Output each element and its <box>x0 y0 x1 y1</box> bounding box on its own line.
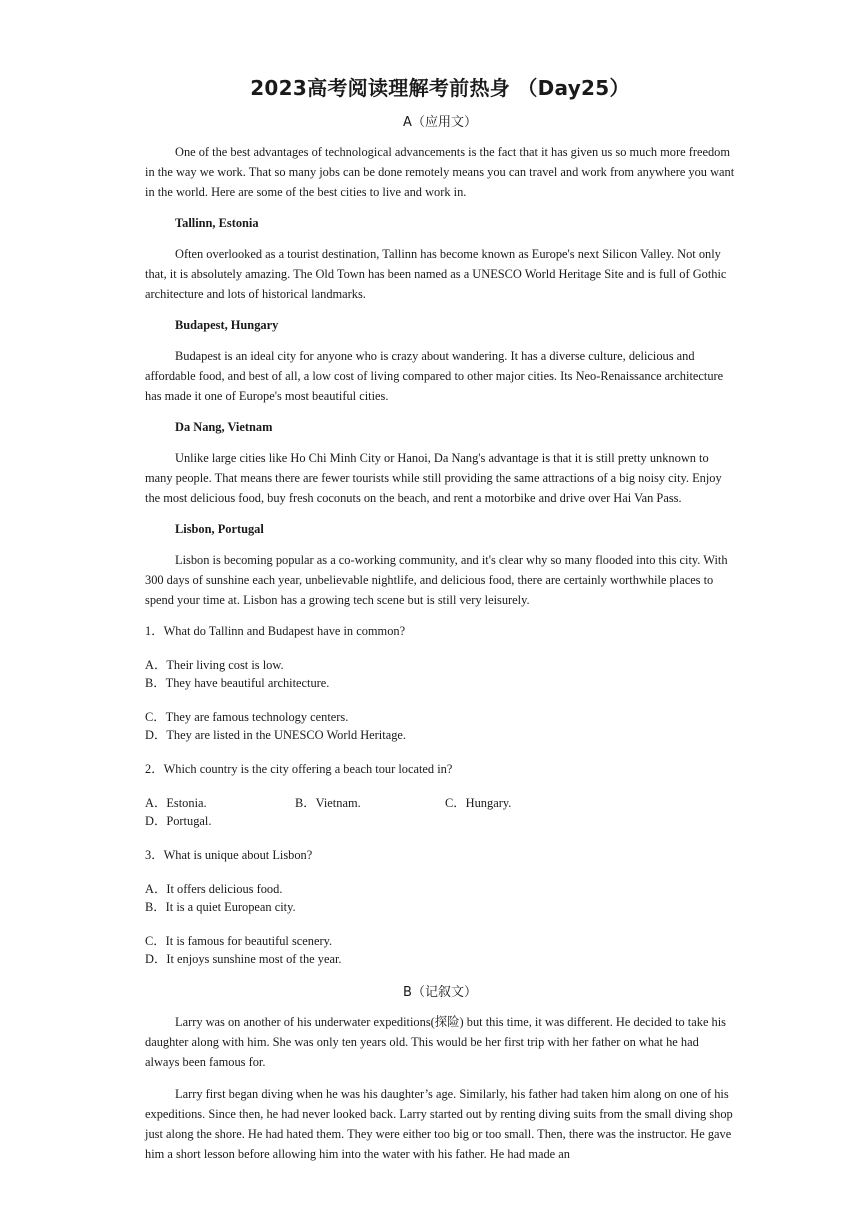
question-3-option-a: A．It offers delicious food. <box>145 882 283 896</box>
city-heading-tallinn: Tallinn, Estonia <box>175 216 259 230</box>
option-row-gap <box>145 692 735 708</box>
question-3-option-c: C．It is famous for beautiful scenery. <box>145 934 333 948</box>
city-heading-budapest: Budapest, Hungary <box>175 318 279 332</box>
question-1-options <box>145 656 735 744</box>
city-text-budapest: Budapest is an ideal city for anyone who is crazy about wandering. It has a diverse culture, delicious and affordable food, and best of all, a low cost of living compared to other major cities. Its Neo-Renaissance architecture has made it one of Europe's most beautiful cities. <box>145 349 724 403</box>
section-b <box>145 984 735 1164</box>
section-b-paragraph-1: Larry was on another of his underwater expeditions(探险) but this time, it was different. He decided to take his daughter along with him. She was only ten years old. This would be her first trip with her father on what he had always been famous for. <box>145 1015 727 1069</box>
question-2-options <box>145 794 735 830</box>
question-1-option-c: C．They are famous technology centers. <box>145 710 349 724</box>
section-b-paragraph-2: Larry first began diving when he was his daughter’s age. Similarly, his father had taken him along on one of his expeditions. Since then, he had never looked back. Larry started out by renting diving suits from the small diving shop just along the shore. He had hated them. They were either too big or too small. Then, there was the instructor. He gave him a short lesson before allowing him into the water with his father. He had made an <box>145 1087 733 1161</box>
question-2-stem: 2．Which country is the city offering a beach tour located in? <box>145 762 453 776</box>
section-b-label: B（记叙文） <box>403 985 477 1000</box>
city-text-tallinn: Often overlooked as a tourist destination, Tallinn has become known as Europe's next Silicon Valley. Not only that, it is absolutely amazing. The Old Town has been named as a UNESCO World Heritage Site and is full of Gothic architecture and lots of historical landmarks. <box>145 247 727 301</box>
question-1-option-a: A．Their living cost is low. <box>145 658 284 672</box>
question-3-options <box>145 880 735 968</box>
question-3-option-d: D．It enjoys sunshine most of the year. <box>145 952 342 966</box>
question-2-option-b: B．Vietnam. <box>295 796 361 810</box>
city-heading-da-nang: Da Nang, Vietnam <box>175 420 273 434</box>
question-2-option-a: A．Estonia. <box>145 796 207 810</box>
city-heading-lisbon: Lisbon, Portugal <box>175 522 264 536</box>
question-2-option-c: C．Hungary. <box>445 796 512 810</box>
option-row-gap <box>145 916 735 932</box>
question-2-option-d: D．Portugal. <box>145 814 212 828</box>
document-content <box>145 74 735 1176</box>
question-1-option-b: B．They have beautiful architecture. <box>145 676 330 690</box>
section-a-label: A（应用文） <box>403 115 477 130</box>
page-title: 2023高考阅读理解考前热身 （Day25） <box>250 76 630 100</box>
city-text-da-nang: Unlike large cities like Ho Chi Minh City or Hanoi, Da Nang's advantage is that it is still pretty unknown to many people. That means there are fewer tourists while still providing the same attractions of a big noisy city. Enjoy the most delicious food, buy fresh coconuts on the beach, and rent a motorbike and drive over Hai Van Pass. <box>145 451 722 505</box>
city-text-lisbon: Lisbon is becoming popular as a co-working community, and it's clear why so many flooded into this city. With 300 days of sunshine each year, unbelievable nightlife, and delicious food, there are certainly worthwhile places to spend your time at. Lisbon has a growing tech scene but is still very leisurely. <box>145 553 728 607</box>
question-1-option-d: D．They are listed in the UNESCO World Heritage. <box>145 728 406 742</box>
question-1-stem: 1．What do Tallinn and Budapest have in common? <box>145 624 406 638</box>
question-3-stem: 3．What is unique about Lisbon? <box>145 848 313 862</box>
section-a-intro: One of the best advantages of technological advancements is the fact that it has given us so much more freedom in the way we work. That so many jobs can be done remotely means you can travel and work from anywhere you want in the world. Here are some of the best cities to live and work in. <box>145 145 735 199</box>
question-3-option-b: B．It is a quiet European city. <box>145 900 296 914</box>
